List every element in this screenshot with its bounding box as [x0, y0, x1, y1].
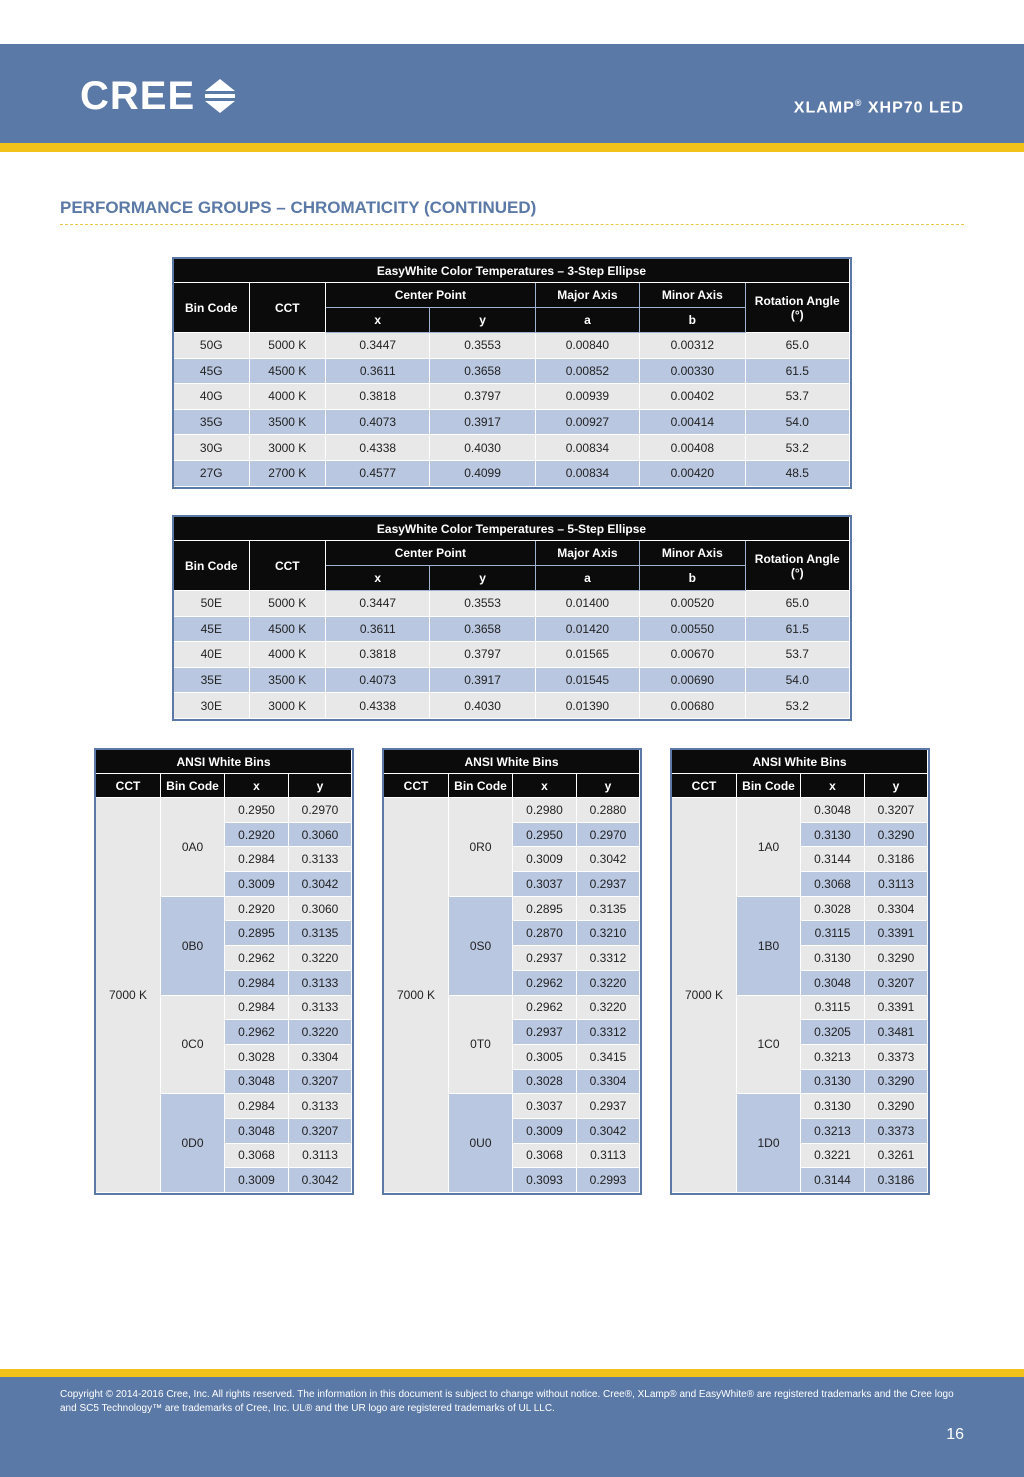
x-cell: 0.2920 [225, 897, 289, 922]
y-cell: 0.3210 [577, 921, 640, 946]
y-cell: 0.3553 [430, 591, 535, 617]
bin-code-cell: 0A0 [161, 798, 225, 897]
x-cell: 0.3028 [801, 897, 865, 922]
bin-code-cell: 35E [174, 668, 250, 694]
y-cell: 0.3207 [865, 971, 928, 996]
table-row [174, 410, 850, 436]
x-cell: 0.4338 [326, 435, 430, 461]
header-cct: CCT [250, 541, 327, 591]
cct-cell: 7000 K [672, 798, 737, 1193]
rotation-cell: 48.5 [746, 461, 851, 487]
y-cell: 0.3391 [865, 996, 928, 1021]
table-row [174, 591, 850, 617]
a-cell: 0.00834 [536, 435, 640, 461]
y-cell: 0.3220 [289, 946, 352, 971]
three-step-ellipse-table [172, 257, 852, 489]
y-cell: 0.3797 [430, 384, 535, 410]
ansi-white-bins-table-1 [94, 748, 354, 1195]
y-cell: 0.3917 [430, 410, 535, 436]
header-a: a [536, 566, 640, 591]
b-cell: 0.00312 [640, 333, 745, 359]
header-accent-stripe [0, 143, 1024, 152]
x-cell: 0.3037 [513, 1094, 577, 1119]
y-cell: 0.3135 [577, 897, 640, 922]
a-cell: 0.01565 [536, 642, 640, 668]
header-y: y [430, 566, 535, 591]
header-bin-code: Bin Code [161, 774, 225, 798]
table-row [174, 333, 850, 359]
bin-code-cell: 30E [174, 693, 250, 719]
ansi-white-bins-table-3 [670, 748, 930, 1195]
header-x: x [801, 774, 865, 798]
b-cell: 0.00408 [640, 435, 745, 461]
y-cell: 0.3290 [865, 1094, 928, 1119]
cct-cell: 4500 K [250, 359, 327, 385]
y-cell: 0.3312 [577, 946, 640, 971]
rotation-cell: 54.0 [746, 668, 851, 694]
y-cell: 0.3113 [577, 1144, 640, 1169]
rotation-cell: 65.0 [746, 591, 851, 617]
table-title: ANSI White Bins [96, 750, 352, 774]
header-y: y [577, 774, 640, 798]
y-cell: 0.3797 [430, 642, 535, 668]
x-cell: 0.3213 [801, 1045, 865, 1070]
a-cell: 0.00939 [536, 384, 640, 410]
bin-code-cell: 27G [174, 461, 250, 487]
header-rotation-angle: Rotation Angle (°) [746, 541, 851, 591]
x-cell: 0.3205 [801, 1020, 865, 1045]
x-cell: 0.3048 [801, 798, 865, 823]
x-cell: 0.3818 [326, 642, 430, 668]
rotation-cell: 54.0 [746, 410, 851, 436]
bin-code-cell: 1A0 [737, 798, 801, 897]
x-cell: 0.2984 [225, 1094, 289, 1119]
y-cell: 0.3658 [430, 359, 535, 385]
b-cell: 0.00414 [640, 410, 745, 436]
y-cell: 0.3220 [577, 971, 640, 996]
x-cell: 0.2984 [225, 847, 289, 872]
header-b: b [640, 566, 745, 591]
y-cell: 0.2937 [577, 1094, 640, 1119]
bin-code-cell: 30G [174, 435, 250, 461]
y-cell: 0.3220 [289, 1020, 352, 1045]
header-rotation-angle: Rotation Angle (°) [746, 283, 851, 333]
y-cell: 0.3312 [577, 1020, 640, 1045]
y-cell: 0.3135 [289, 921, 352, 946]
x-cell: 0.2950 [513, 823, 577, 848]
header-center-point: Center Point [326, 541, 536, 566]
x-cell: 0.3068 [513, 1144, 577, 1169]
cct-cell: 3500 K [250, 668, 327, 694]
table-title: EasyWhite Color Temperatures – 5-Step Ellipse [174, 517, 850, 541]
y-cell: 0.3261 [865, 1144, 928, 1169]
bin-code-cell: 0D0 [161, 1094, 225, 1193]
bin-code-cell: 0U0 [449, 1094, 513, 1193]
header-x: x [326, 566, 430, 591]
x-cell: 0.2870 [513, 921, 577, 946]
x-cell: 0.3005 [513, 1045, 577, 1070]
b-cell: 0.00330 [640, 359, 745, 385]
x-cell: 0.4577 [326, 461, 430, 487]
y-cell: 0.3304 [865, 897, 928, 922]
header-y: y [430, 308, 535, 333]
y-cell: 0.3042 [289, 872, 352, 897]
x-cell: 0.3144 [801, 1168, 865, 1193]
header-a: a [536, 308, 640, 333]
x-cell: 0.3130 [801, 946, 865, 971]
logo-text: CREE [80, 73, 196, 118]
bin-code-cell: 45G [174, 359, 250, 385]
a-cell: 0.01545 [536, 668, 640, 694]
header-minor-axis: Minor Axis [640, 541, 745, 566]
x-cell: 0.4073 [326, 668, 430, 694]
x-cell: 0.3144 [801, 847, 865, 872]
x-cell: 0.3068 [225, 1144, 289, 1169]
ansi-white-bins-table-2 [382, 748, 642, 1195]
y-cell: 0.3060 [289, 823, 352, 848]
cct-cell: 3000 K [250, 693, 327, 719]
y-cell: 0.3373 [865, 1119, 928, 1144]
header-x: x [326, 308, 430, 333]
a-cell: 0.01390 [536, 693, 640, 719]
header-y: y [289, 774, 352, 798]
x-cell: 0.3221 [801, 1144, 865, 1169]
y-cell: 0.3553 [430, 333, 535, 359]
y-cell: 0.4099 [430, 461, 535, 487]
bin-code-cell: 0B0 [161, 897, 225, 996]
table-title: ANSI White Bins [384, 750, 640, 774]
y-cell: 0.3207 [289, 1070, 352, 1095]
x-cell: 0.4073 [326, 410, 430, 436]
table-row [174, 461, 850, 487]
x-cell: 0.2920 [225, 823, 289, 848]
a-cell: 0.01400 [536, 591, 640, 617]
table-row [174, 693, 850, 719]
header-cct: CCT [672, 774, 737, 798]
rotation-cell: 53.2 [746, 693, 851, 719]
b-cell: 0.00420 [640, 461, 745, 487]
y-cell: 0.3042 [289, 1168, 352, 1193]
y-cell: 0.3290 [865, 1070, 928, 1095]
cct-cell: 4500 K [250, 617, 327, 643]
header-cct: CCT [250, 283, 327, 333]
b-cell: 0.00680 [640, 693, 745, 719]
y-cell: 0.3133 [289, 1094, 352, 1119]
bin-code-cell: 35G [174, 410, 250, 436]
x-cell: 0.3068 [801, 872, 865, 897]
x-cell: 0.2895 [513, 897, 577, 922]
copyright-notice: Copyright © 2014-2016 Cree, Inc. All rights reserved. The information in this document is subject to change without notice. Cree®, XLamp® and EasyWhite® are registered trademarks and the Cree logo and SC5 Technology™ are trademarks of Cree, Inc. UL® and the UR logo are registered trademarks of UL LLC. [60, 1389, 954, 1414]
rotation-cell: 61.5 [746, 359, 851, 385]
cct-cell: 2700 K [250, 461, 327, 487]
bin-code-cell: 0C0 [161, 996, 225, 1095]
bin-code-cell: 50G [174, 333, 250, 359]
x-cell: 0.3009 [225, 1168, 289, 1193]
table-row [174, 359, 850, 385]
x-cell: 0.3213 [801, 1119, 865, 1144]
table-row [174, 668, 850, 694]
x-cell: 0.2984 [225, 971, 289, 996]
x-cell: 0.2950 [225, 798, 289, 823]
b-cell: 0.00402 [640, 384, 745, 410]
cct-cell: 4000 K [250, 384, 327, 410]
x-cell: 0.3009 [225, 872, 289, 897]
bin-code-cell: 0S0 [449, 897, 513, 996]
bin-code-cell: 50E [174, 591, 250, 617]
cct-cell: 5000 K [250, 591, 327, 617]
y-cell: 0.3415 [577, 1045, 640, 1070]
bin-code-cell: 40G [174, 384, 250, 410]
a-cell: 0.00852 [536, 359, 640, 385]
y-cell: 0.2880 [577, 798, 640, 823]
y-cell: 0.3042 [577, 847, 640, 872]
y-cell: 0.4030 [430, 693, 535, 719]
y-cell: 0.3186 [865, 847, 928, 872]
x-cell: 0.3818 [326, 384, 430, 410]
header-x: x [513, 774, 577, 798]
header-cct: CCT [384, 774, 449, 798]
x-cell: 0.3611 [326, 359, 430, 385]
header-bin-code: Bin Code [174, 283, 250, 333]
x-cell: 0.2937 [513, 1020, 577, 1045]
a-cell: 0.01420 [536, 617, 640, 643]
cct-cell: 7000 K [384, 798, 449, 1193]
table-title: EasyWhite Color Temperatures – 3-Step Ellipse [174, 259, 850, 283]
x-cell: 0.2962 [225, 946, 289, 971]
x-cell: 0.3048 [225, 1119, 289, 1144]
y-cell: 0.3133 [289, 847, 352, 872]
header-x: x [225, 774, 289, 798]
rotation-cell: 65.0 [746, 333, 851, 359]
y-cell: 0.3373 [865, 1045, 928, 1070]
x-cell: 0.3009 [513, 1119, 577, 1144]
y-cell: 0.3658 [430, 617, 535, 643]
header-major-axis: Major Axis [536, 541, 640, 566]
x-cell: 0.2937 [513, 946, 577, 971]
header-center-point: Center Point [326, 283, 536, 308]
x-cell: 0.2895 [225, 921, 289, 946]
cct-cell: 7000 K [96, 798, 161, 1193]
y-cell: 0.3060 [289, 897, 352, 922]
y-cell: 0.3304 [289, 1045, 352, 1070]
x-cell: 0.3028 [225, 1045, 289, 1070]
table-row [174, 435, 850, 461]
y-cell: 0.3186 [865, 1168, 928, 1193]
bin-code-cell: 40E [174, 642, 250, 668]
y-cell: 0.2970 [289, 798, 352, 823]
x-cell: 0.2962 [513, 996, 577, 1021]
logo-arrows-icon [203, 77, 237, 115]
a-cell: 0.00927 [536, 410, 640, 436]
x-cell: 0.2984 [225, 996, 289, 1021]
y-cell: 0.3042 [577, 1119, 640, 1144]
bin-code-cell: 1D0 [737, 1094, 801, 1193]
section-title: PERFORMANCE GROUPS – CHROMATICITY (CONTINUED) [60, 198, 964, 225]
header-minor-axis: Minor Axis [640, 283, 745, 308]
table-title: ANSI White Bins [672, 750, 928, 774]
footer-accent-stripe [0, 1369, 1024, 1377]
y-cell: 0.3481 [865, 1020, 928, 1045]
x-cell: 0.3447 [326, 333, 430, 359]
bin-code-cell: 1B0 [737, 897, 801, 996]
header-bin-code: Bin Code [174, 541, 250, 591]
table-row [672, 798, 928, 823]
x-cell: 0.3611 [326, 617, 430, 643]
header-bin-code: Bin Code [449, 774, 513, 798]
a-cell: 0.00834 [536, 461, 640, 487]
bin-code-cell: 45E [174, 617, 250, 643]
x-cell: 0.3048 [225, 1070, 289, 1095]
bin-code-cell: 0T0 [449, 996, 513, 1095]
y-cell: 0.4030 [430, 435, 535, 461]
cree-logo [80, 73, 237, 118]
bin-code-cell: 1C0 [737, 996, 801, 1095]
b-cell: 0.00520 [640, 591, 745, 617]
b-cell: 0.00550 [640, 617, 745, 643]
x-cell: 0.3009 [513, 847, 577, 872]
y-cell: 0.2993 [577, 1168, 640, 1193]
y-cell: 0.3113 [289, 1144, 352, 1169]
x-cell: 0.3093 [513, 1168, 577, 1193]
header-b: b [640, 308, 745, 333]
header-cct: CCT [96, 774, 161, 798]
x-cell: 0.3037 [513, 872, 577, 897]
x-cell: 0.2980 [513, 798, 577, 823]
cct-cell: 4000 K [250, 642, 327, 668]
y-cell: 0.3133 [289, 996, 352, 1021]
b-cell: 0.00690 [640, 668, 745, 694]
y-cell: 0.3207 [865, 798, 928, 823]
x-cell: 0.4338 [326, 693, 430, 719]
x-cell: 0.3130 [801, 823, 865, 848]
cct-cell: 5000 K [250, 333, 327, 359]
rotation-cell: 53.7 [746, 642, 851, 668]
x-cell: 0.3115 [801, 996, 865, 1021]
table-row [384, 798, 640, 823]
header-bin-code: Bin Code [737, 774, 801, 798]
y-cell: 0.3290 [865, 946, 928, 971]
rotation-cell: 53.2 [746, 435, 851, 461]
cct-cell: 3500 K [250, 410, 327, 436]
five-step-ellipse-table [172, 515, 852, 721]
product-title: XLAMP® XHP70 LED [793, 98, 964, 117]
rotation-cell: 61.5 [746, 617, 851, 643]
page-number: 16 [946, 1426, 964, 1443]
y-cell: 0.3391 [865, 921, 928, 946]
y-cell: 0.3290 [865, 823, 928, 848]
y-cell: 0.3304 [577, 1070, 640, 1095]
table-row [96, 798, 352, 823]
y-cell: 0.3917 [430, 668, 535, 694]
a-cell: 0.00840 [536, 333, 640, 359]
header-y: y [865, 774, 928, 798]
cct-cell: 3000 K [250, 435, 327, 461]
y-cell: 0.2970 [577, 823, 640, 848]
y-cell: 0.3207 [289, 1119, 352, 1144]
y-cell: 0.3113 [865, 872, 928, 897]
y-cell: 0.2937 [577, 872, 640, 897]
table-row [174, 617, 850, 643]
x-cell: 0.3447 [326, 591, 430, 617]
b-cell: 0.00670 [640, 642, 745, 668]
header-major-axis: Major Axis [536, 283, 640, 308]
x-cell: 0.3130 [801, 1070, 865, 1095]
x-cell: 0.3115 [801, 921, 865, 946]
x-cell: 0.2962 [225, 1020, 289, 1045]
y-cell: 0.3133 [289, 971, 352, 996]
table-row [174, 642, 850, 668]
x-cell: 0.2962 [513, 971, 577, 996]
x-cell: 0.3130 [801, 1094, 865, 1119]
x-cell: 0.3028 [513, 1070, 577, 1095]
rotation-cell: 53.7 [746, 384, 851, 410]
x-cell: 0.3048 [801, 971, 865, 996]
table-row [174, 384, 850, 410]
y-cell: 0.3220 [577, 996, 640, 1021]
bin-code-cell: 0R0 [449, 798, 513, 897]
